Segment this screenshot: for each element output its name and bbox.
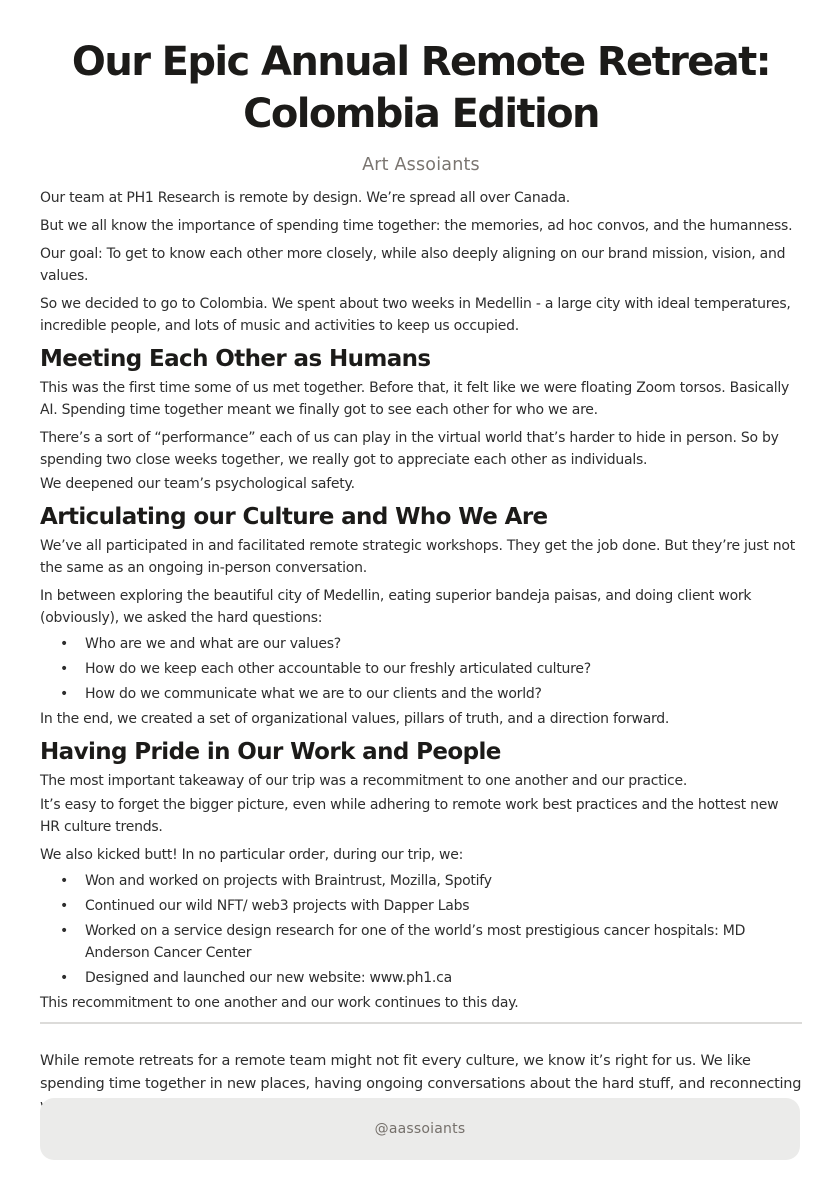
section3-conclusion: This recommitment to one another and our work continues to this day. [40,995,519,1011]
footer-card [40,1098,800,1160]
bullet-marker: • [60,923,69,939]
divider [40,1022,802,1024]
list-item-text: Won and worked on projects with Braintrust, Mozilla, Spotify [85,873,492,889]
section1-paragraph-1: This was the first time some of us met together. Before that, it felt like we were floating Zoom torsos. Basically AI. Spending time together meant we finally got to see each other for who we are. [40,380,790,418]
section2-paragraph-2: In between exploring the beautiful city of Medellin, eating superior bandeja paisas, and doing client work (obviously), we asked the hard questions: [40,588,752,626]
achievements-list [40,870,802,989]
title-line-1: Our Epic Annual Remote Retreat: [71,39,771,85]
list-item [40,683,802,705]
list-item-text: Continued our wild NFT/ web3 projects with Dapper Labs [85,898,470,914]
author-name: Art Assoiants [362,155,480,175]
title-line-2: Colombia Edition [243,91,599,137]
list-item [40,658,802,680]
list-item [40,633,802,655]
list-item [40,895,802,917]
section3-paragraph-1: The most important takeaway of our trip was a recommitment to one another and our practice. [40,773,688,789]
list-item-text: Designed and launched our new website: www.ph1.ca [85,970,452,986]
closing-paragraph: While remote retreats for a remote team might not fit every culture, we know it’s right for us. We like spending time together in new places, having ongoing conversations about the hard stuff, and reconnecting [40,1053,802,1092]
section3-paragraph-2: It’s easy to forget the bigger picture, even while adhering to remote work best practices and the hottest new HR culture trends. [40,797,779,835]
section1-paragraph-2: There’s a sort of “performance” each of us can play in the virtual world that’s harder to hide in person. So by spending two close weeks together, we really got to appreciate each other as individuals. [40,430,779,468]
bullet-marker: • [60,873,69,889]
bullet-marker: • [60,686,69,702]
list-item [40,870,802,892]
bullet-marker: • [60,898,69,914]
section2-paragraph-1: We’ve all participated in and facilitated remote strategic workshops. They get the job done. But they’re just not the same as an ongoing in-person conversation. [40,538,795,576]
page-title [40,36,802,140]
intro-paragraph-4: So we decided to go to Colombia. We spent about two weeks in Medellin - a large city with ideal temperatures, incredible people, and lots of music and activities to keep us occupied. [40,296,791,334]
questions-list [40,633,802,705]
intro-paragraph-3: Our goal: To get to know each other more closely, while also deeply aligning on our brand mission, vision, and values. [40,246,786,284]
list-item [40,967,802,989]
list-item-text: Who are we and what are our values? [85,636,341,652]
bullet-marker: • [60,661,69,677]
list-item [40,920,802,964]
section3-paragraph-3: We also kicked butt! In no particular order, during our trip, we: [40,847,464,863]
bullet-marker: • [60,970,69,986]
section2-conclusion: In the end, we created a set of organizational values, pillars of truth, and a direction forward. [40,711,670,727]
section-heading-culture: Articulating our Culture and Who We Are [40,504,548,530]
article-body [40,187,802,1124]
list-item-text: How do we communicate what we are to our clients and the world? [85,686,542,702]
section1-paragraph-3: We deepened our team’s psychological safety. [40,476,355,492]
section-heading-meeting: Meeting Each Other as Humans [40,346,431,372]
bullet-marker: • [60,636,69,652]
list-item-text: Worked on a service design research for one of the world’s most prestigious cancer hospitals: MD Anderson Cancer Center [85,923,746,961]
section-heading-pride: Having Pride in Our Work and People [40,739,501,765]
social-handle-link[interactable]: @aassoiants [374,1121,466,1137]
intro-paragraph-1: Our team at PH1 Research is remote by design. We’re spread all over Canada. [40,190,571,206]
intro-paragraph-2: But we all know the importance of spending time together: the memories, ad hoc convos, and the humanness. [40,218,793,234]
list-item-text: How do we keep each other accountable to our freshly articulated culture? [85,661,591,677]
